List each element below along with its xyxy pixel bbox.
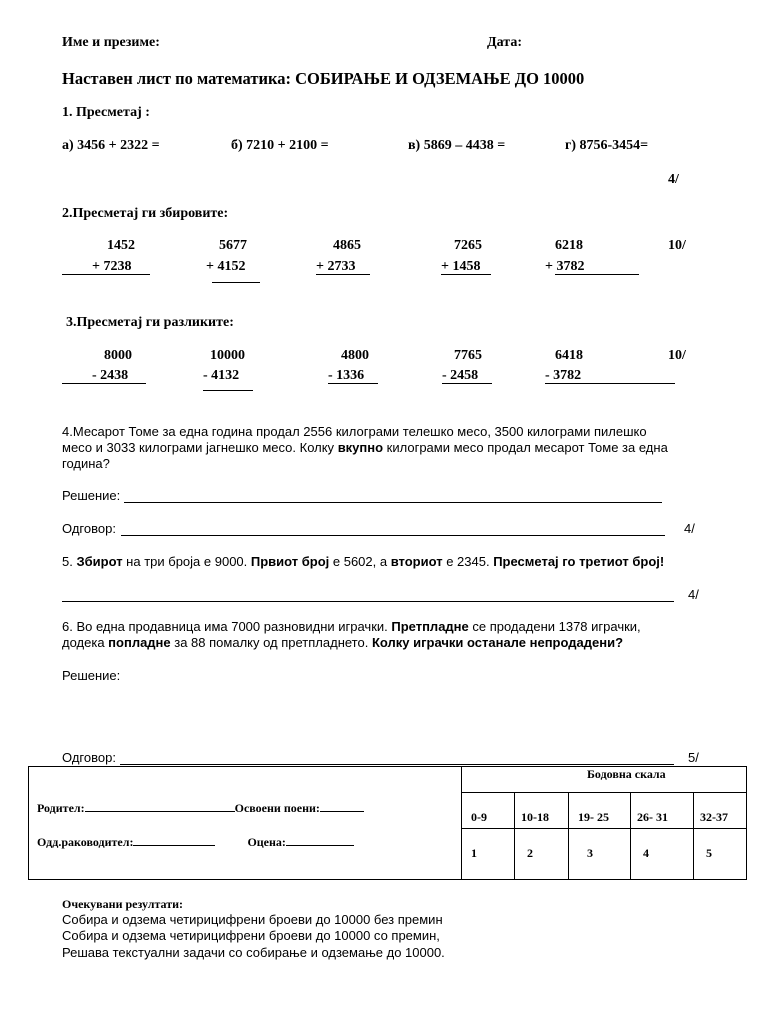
task3-bottom-4: - 2458 [442, 368, 479, 383]
scale-grade-2: 2 [527, 846, 533, 860]
footer-table-divider [461, 766, 462, 879]
scale-grade-1: 1 [471, 846, 477, 860]
task2-underline-5 [555, 274, 639, 275]
footer-table-bottom [28, 879, 747, 880]
task6-line-1: 6. Во една продавница има 7000 разновидни играчки. Претпладне се продадени 1378 играчки, [62, 619, 641, 634]
scale-range-5: 32-37 [700, 810, 728, 824]
task3-points: 10/ [668, 348, 686, 363]
scale-row-line-2 [461, 828, 746, 829]
task2-bottom-1: + 7238 [92, 259, 132, 274]
page-title: Наставен лист по математика: СОБИРАЊЕ И ОДЗЕМАЊЕ ДО 10000 [62, 69, 585, 88]
task4-line-1: 4.Месарот Томе за една година продал 2556 килограми телешко месо, 3500 килограми пилешко [62, 424, 647, 439]
task2-top-2: 5677 [219, 238, 247, 253]
task3-top-4: 7765 [454, 348, 482, 363]
task6-points: 5/ [688, 750, 699, 765]
scale-grade-4: 4 [643, 846, 649, 860]
task4-points: 4/ [684, 521, 695, 536]
task3-heading: 3.Пресметај ги разликите: [66, 315, 234, 330]
scale-range-3: 19- 25 [578, 810, 609, 824]
task2-heading: 2.Пресметај ги збировите: [62, 206, 229, 221]
task6-answer-line[interactable] [120, 764, 674, 765]
task4-answer-label: Одговор: [62, 521, 116, 536]
task2-bottom-3: + 2733 [316, 259, 356, 274]
name-label: Име и презиме: [62, 35, 160, 50]
scale-range-2: 10-18 [521, 810, 549, 824]
outcome-line-1: Собира и одзема четирицифрени броеви до 10000 без премин [62, 912, 443, 927]
outcomes-heading: Очекувани резултати: [62, 897, 184, 911]
task2-bottom-5: + 3782 [545, 259, 585, 274]
task2-points: 10/ [668, 238, 686, 253]
task4-line-2: месо и 3033 килограми јагнешко месо. Колку вкупно килограми месо продал месарот Томе за една [62, 440, 668, 455]
task3-underline-1 [62, 383, 146, 384]
task1-heading: 1. Пресметај : [62, 105, 150, 120]
task1-points: 4/ [668, 172, 679, 187]
task1-item-c: в) 5869 – 4438 = [408, 138, 506, 153]
footer-table-right [746, 766, 747, 879]
task2-bottom-4: + 1458 [441, 259, 481, 274]
task5-text: 5. Збирот на три броја е 9000. Првиот број е 5602, а вториот е 2345. Пресметај го третиот број! [62, 554, 665, 569]
task2-top-4: 7265 [454, 238, 482, 253]
task1-item-a: а) 3456 + 2322 = [62, 138, 160, 153]
task3-underline-5 [545, 383, 675, 384]
scale-grade-3: 3 [587, 846, 593, 860]
task1-item-b: б) 7210 + 2100 = [231, 138, 329, 153]
task4-solution-label: Решение: [62, 488, 121, 503]
task4-solution-line[interactable] [124, 502, 662, 503]
task3-top-5: 6418 [555, 348, 583, 363]
task2-top-3: 4865 [333, 238, 361, 253]
task3-underline-2 [203, 390, 253, 391]
scale-col-line-3 [630, 792, 631, 879]
parent-field: Родител: Освоени поени: [37, 801, 364, 816]
date-label: Дата: [487, 35, 522, 50]
task3-bottom-1: - 2438 [92, 368, 129, 383]
scale-range-4: 26- 31 [637, 810, 668, 824]
task1-item-d: г) 8756-3454= [565, 138, 649, 153]
task6-line-2: додека попладне за 88 помалку од претпладнето. Колку играчки останале непродадени? [62, 635, 624, 650]
task3-underline-4 [442, 383, 492, 384]
scale-title: Бодовна скала [587, 767, 666, 781]
task2-underline-2 [212, 282, 260, 283]
task6-solution-label: Решение: [62, 668, 121, 683]
footer-table-left [28, 766, 29, 879]
outcome-line-2: Собира и одзема четирицифрени броеви до 10000 со премин, [62, 928, 440, 943]
scale-row-line-1 [461, 792, 746, 793]
task3-bottom-2: - 4132 [203, 368, 240, 383]
scale-col-line-2 [568, 792, 569, 879]
task2-bottom-2: + 4152 [206, 259, 246, 274]
outcome-line-3: Решава текстуални задачи со собирање и одземање до 10000. [62, 945, 445, 960]
scale-grade-5: 5 [706, 846, 712, 860]
task2-top-1: 1452 [107, 238, 135, 253]
task3-underline-3 [328, 383, 378, 384]
task3-top-1: 8000 [104, 348, 132, 363]
task3-bottom-5: - 3782 [545, 368, 582, 383]
scale-col-line-1 [514, 792, 515, 879]
task2-underline-3 [316, 274, 370, 275]
task5-points: 4/ [688, 587, 699, 602]
task2-underline-1 [62, 274, 150, 275]
task5-answer-line[interactable] [62, 601, 674, 602]
teacher-field: Одд.раководител: Оцена: [37, 835, 354, 850]
task3-top-2: 10000 [210, 348, 245, 363]
task2-top-5: 6218 [555, 238, 583, 253]
scale-col-line-4 [693, 792, 694, 879]
task3-top-3: 4800 [341, 348, 369, 363]
task2-underline-4 [441, 274, 491, 275]
task4-line-3: година? [62, 456, 110, 471]
task3-bottom-3: - 1336 [328, 368, 365, 383]
task4-answer-line[interactable] [121, 535, 665, 536]
scale-range-1: 0-9 [471, 810, 487, 824]
task6-answer-label: Одговор: [62, 750, 116, 765]
